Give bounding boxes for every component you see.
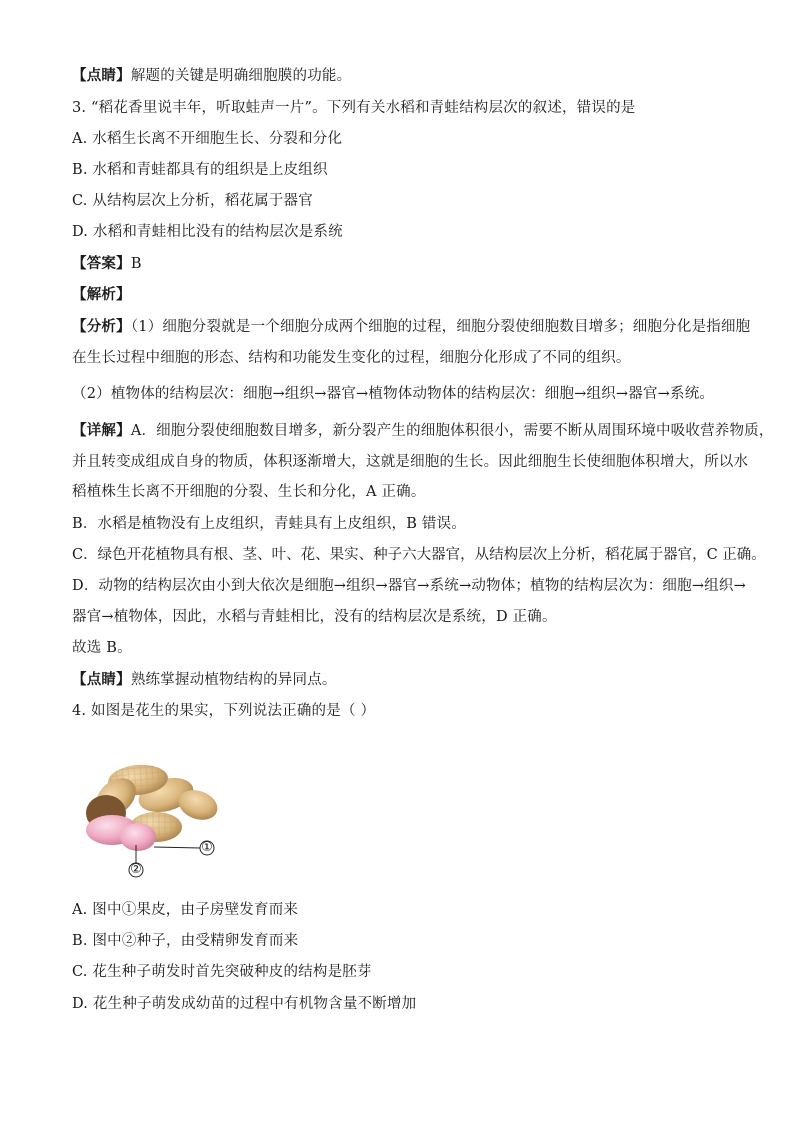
question-3-stem: 3. “稻花香里说丰年，听取蛙声一片”。下列有关水稻和青蛙结构层次的叙述，错误的是: [72, 100, 636, 116]
detail-line-3: 稻植株生长离不开细胞的分裂、生长和分化，A 正确。: [72, 484, 426, 500]
tag: 【点睛】: [72, 67, 131, 84]
conclusion-line: 故选 B。: [72, 640, 132, 656]
analysis-heading: [72, 285, 732, 305]
callout-1: ①: [201, 840, 213, 855]
detail-line-5: C．绿色开花植物具有根、茎、叶、花、果实、种子六大器官，从结构层次上分析，稻花属于器官，C 正确。: [72, 547, 766, 563]
peanut-illustration: [78, 735, 228, 885]
q4-option-d: D. 花生种子萌发成幼苗的过程中有机物含量不断增加: [72, 996, 417, 1012]
tag: 【点睛】: [72, 671, 131, 688]
analysis-line-3: （2）植物体的结构层次：细胞→组织→器官→植物体动物体的结构层次：细胞→组织→器官→系统。: [72, 386, 715, 402]
callout-2: ②: [130, 862, 142, 877]
q4-option-a: A. 图中①果皮，由子房壁发育而来: [72, 902, 299, 918]
tag: 【答案】: [72, 255, 131, 272]
peanut-seed: [120, 823, 156, 851]
analysis-line-2: 在生长过程中细胞的形态、结构和功能发生变化的过程，细胞分化形成了不同的组织。: [72, 350, 631, 366]
tag: 【分析】: [72, 318, 131, 335]
q3-option-c: C. 从结构层次上分析，稻花属于器官: [72, 193, 313, 209]
tag: 【解析】: [72, 286, 131, 303]
q4-option-c: C. 花生种子萌发时首先突破种皮的结构是胚芽: [72, 964, 372, 980]
analysis-line-1: 【分析】（1）细胞分裂就是一个细胞分成两个细胞的过程，细胞分裂使细胞数目增多；细胞分化是指细胞: [72, 318, 751, 335]
detail-line-7: 器官→植物体，因此，水稻与青蛙相比，没有的结构层次是系统，D 正确。: [72, 609, 557, 625]
q3-option-b: B. 水稻和青蛙都具有的组织是上皮组织: [72, 162, 328, 178]
line-1: 【点睛】解题的关键是明确细胞膜的功能。: [72, 67, 352, 84]
detail-line-4: B．水稻是植物没有上皮组织，青蛙具有上皮组织，B 错误。: [72, 516, 467, 532]
detail-line-2: 并且转变成组成自身的物质，体积逐渐增大，这就是细胞的生长。因此细胞生长使细胞体积增大，所以水: [72, 454, 749, 470]
detail-line-6: D．动物的结构层次由小到大依次是细胞→组织→器官→系统→动物体；植物的结构层次为：细胞→组织→: [72, 578, 746, 594]
q3-option-d: D. 水稻和青蛙相比没有的结构层次是系统: [72, 224, 343, 240]
question-4-stem: 4. 如图是花生的果实，下列说法正确的是（ ）: [72, 703, 376, 719]
peanut-figure: [78, 735, 228, 885]
q3-option-a: A. 水稻生长离不开细胞生长、分裂和分化: [72, 131, 343, 147]
tag: 【详解】: [72, 422, 131, 439]
tip-line: 【点睛】熟练掌握动植物结构的异同点。: [72, 671, 337, 688]
answer-line: 【答案】B: [72, 255, 142, 272]
q4-option-b: B. 图中②种子，由受精卵发育而来: [72, 933, 299, 949]
detail-line-1: 【详解】A．细胞分裂使细胞数目增多，新分裂产生的细胞体积很小，需要不断从周围环境中吸收营养物质，: [72, 422, 774, 439]
